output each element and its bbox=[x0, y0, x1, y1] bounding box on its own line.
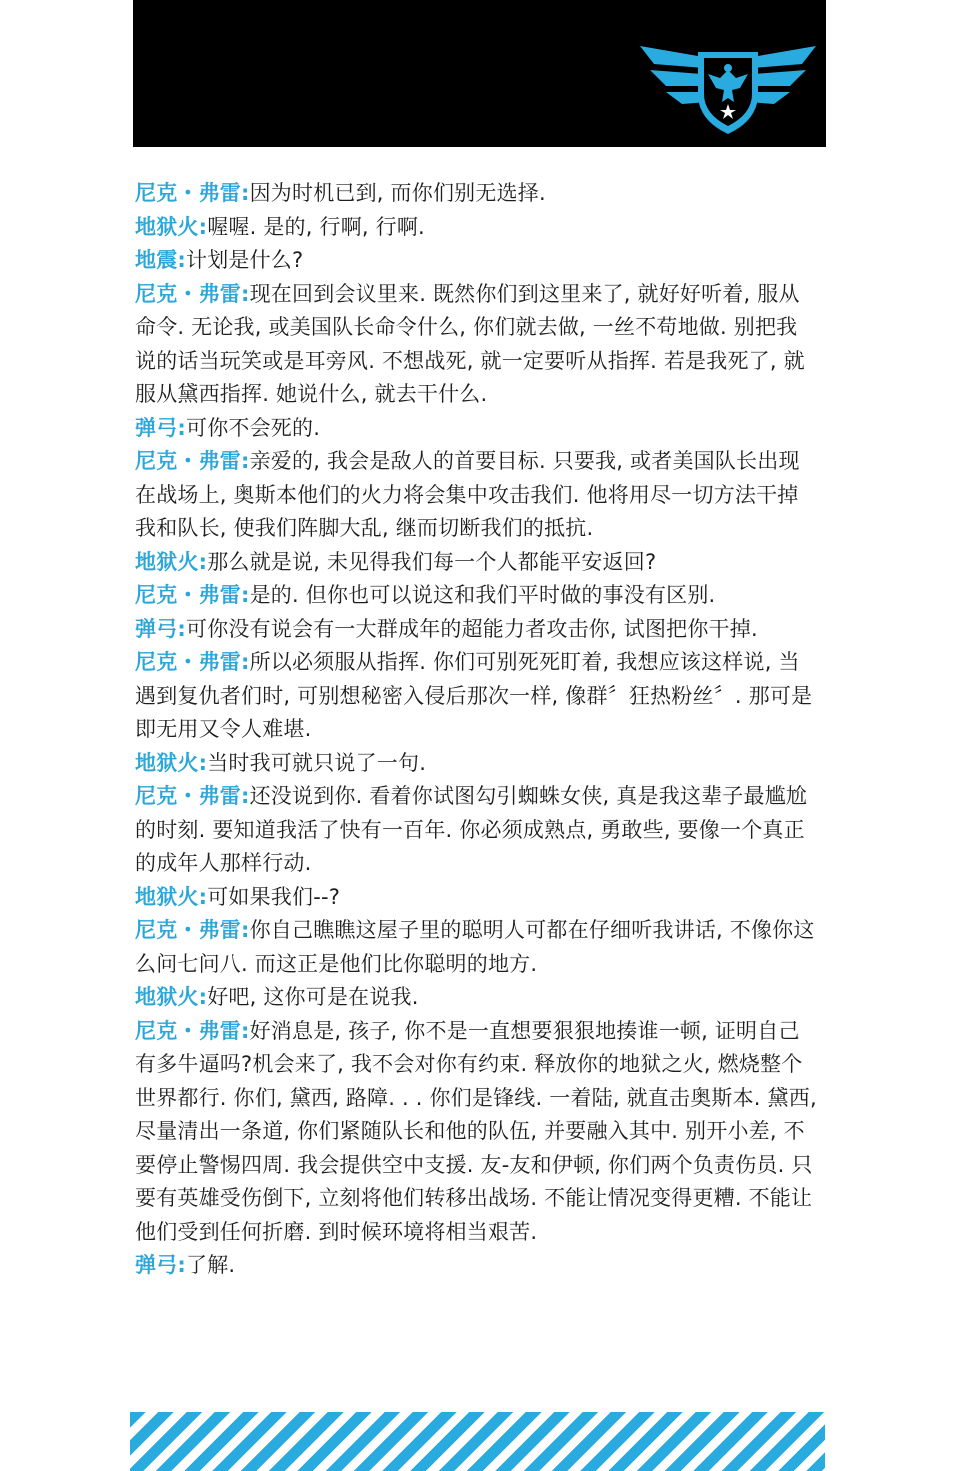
speaker-name: 尼克・弗雷: bbox=[135, 650, 250, 674]
dialogue-text: 现在回到会议里来. 既然你们到这里来了, 就好好听着, 服从命令. 无论我, 或美国队长命令什么, 你们就去做, 一丝不苟地做. 别把我说的话当玩笑或是耳旁风. 不想战死, 就一定要听从指挥. 若是我死了, 就服从黛西指挥. 她说什么, 就去干什么. bbox=[135, 281, 805, 406]
speaker-name: 尼克・弗雷: bbox=[135, 583, 250, 607]
dialogue-text: 亲爱的, 我会是敌人的首要目标. 只要我, 或者美国队长出现在战场上, 奥斯本他们的火力将会集中攻击我们. 他将用尽一切方法干掉我和队长, 使我们阵脚大乱, 继而切断我们的抵抗. bbox=[135, 449, 800, 540]
dialogue-line bbox=[135, 211, 817, 245]
dialogue-text: 当时我可就只说了一句. bbox=[207, 750, 427, 775]
dialogue-line bbox=[135, 1015, 817, 1250]
speaker-name: 尼克・弗雷: bbox=[135, 1018, 250, 1043]
speaker-name: 尼克・弗雷: bbox=[135, 784, 250, 808]
footer-stripe-band bbox=[130, 1412, 825, 1471]
speaker-name: 尼克・弗雷: bbox=[135, 918, 250, 942]
speaker-name: 地震: bbox=[135, 248, 186, 272]
dialogue-text: 可你不会死的. bbox=[186, 415, 321, 440]
dialogue-text: 计划是什么? bbox=[186, 248, 304, 272]
dialogue-text: 是的. 但你也可以说这和我们平时做的事没有区别. bbox=[249, 583, 716, 607]
speaker-name: 地狱火: bbox=[135, 884, 208, 909]
speaker-name: 地狱火: bbox=[135, 549, 208, 574]
dialogue-line bbox=[135, 881, 817, 915]
dialogue-line bbox=[135, 244, 817, 278]
dialogue-line bbox=[135, 646, 817, 747]
dialogue-line bbox=[135, 747, 817, 781]
dialogue-line bbox=[135, 981, 817, 1015]
speaker-name: 弹弓: bbox=[135, 415, 186, 440]
dialogue-line bbox=[135, 780, 817, 881]
dialogue-text: 了解. bbox=[186, 1253, 236, 1277]
speaker-name: 地狱火: bbox=[135, 750, 208, 775]
dialogue-text: 所以必须服从指挥. 你们可别死死盯着, 我想应该这样说, 当遇到复仇者们时, 可别想秘密入侵后那次一样, 像群〞狂热粉丝〞. 那可是即无用又令人难堪. bbox=[135, 650, 813, 741]
dialogue-text: 好消息是, 孩子, 你不是一直想要狠狠地揍谁一顿, 证明自己有多牛逼吗?机会来了, 我不会对你有约束. 释放你的地狱之火, 燃烧整个世界都行. 你们, 黛西, 路障. . . 你们是锋线. 一着陆, 就直击奥斯本. 黛西, 尽量清出一条道, 你们紧随队长和他的队伍, 并要融入其中. 别开小差, 不要停止警惕四周. 我会提供空中支援. 友-友和伊顿, 你们两个负责伤员. 只要有英雄受伤倒下, 立刻将他们转移出战场. 不能让情况变得更糟. 不能让他们受到任何折磨. 到时候环境将相当艰苦. bbox=[135, 1018, 817, 1244]
speaker-name: 弹弓: bbox=[135, 1253, 186, 1277]
winged-eagle-star-shield-icon bbox=[640, 38, 816, 136]
speaker-name: 尼克・弗雷: bbox=[135, 281, 250, 306]
dialogue-line bbox=[135, 412, 817, 446]
speaker-name: 地狱火: bbox=[135, 214, 208, 239]
speaker-name: 尼克・弗雷: bbox=[135, 181, 250, 205]
dialogue-line bbox=[135, 177, 817, 211]
dialogue-line bbox=[135, 278, 817, 412]
dialogue-line bbox=[135, 613, 817, 647]
dialogue-text: 喔喔. 是的, 行啊, 行啊. bbox=[207, 214, 425, 239]
dialogue-line bbox=[135, 1249, 817, 1283]
dialogue-line bbox=[135, 579, 817, 613]
dialogue-text: 那么就是说, 未见得我们每一个人都能平安返回? bbox=[207, 549, 657, 574]
dialogue-text: 好吧, 这你可是在说我. bbox=[207, 985, 419, 1009]
dialogue-line bbox=[135, 914, 817, 981]
speaker-name: 弹弓: bbox=[135, 616, 186, 641]
dialogue-line bbox=[135, 445, 817, 546]
speaker-name: 地狱火: bbox=[135, 985, 208, 1009]
dialogue-text: 可如果我们--? bbox=[207, 884, 341, 909]
dialogue-text: 可你没有说会有一大群成年的超能力者攻击你, 试图把你干掉. bbox=[186, 616, 758, 641]
dialogue-transcript bbox=[135, 177, 817, 1283]
dialogue-text: 还没说到你. 看着你试图勾引蜘蛛女侠, 真是我这辈子最尴尬的时刻. 要知道我活了快有一百年. 你必须成熟点, 勇敢些, 要像一个真正的成年人那样行动. bbox=[135, 784, 808, 875]
speaker-name: 尼克・弗雷: bbox=[135, 449, 250, 473]
dialogue-text: 因为时机已到, 而你们别无选择. bbox=[249, 181, 546, 205]
dialogue-line bbox=[135, 546, 817, 580]
dialogue-text: 你自己瞧瞧这屋子里的聪明人可都在仔细听我讲话, 不像你这么问七问八. 而这正是他们比你聪明的地方. bbox=[135, 918, 815, 976]
